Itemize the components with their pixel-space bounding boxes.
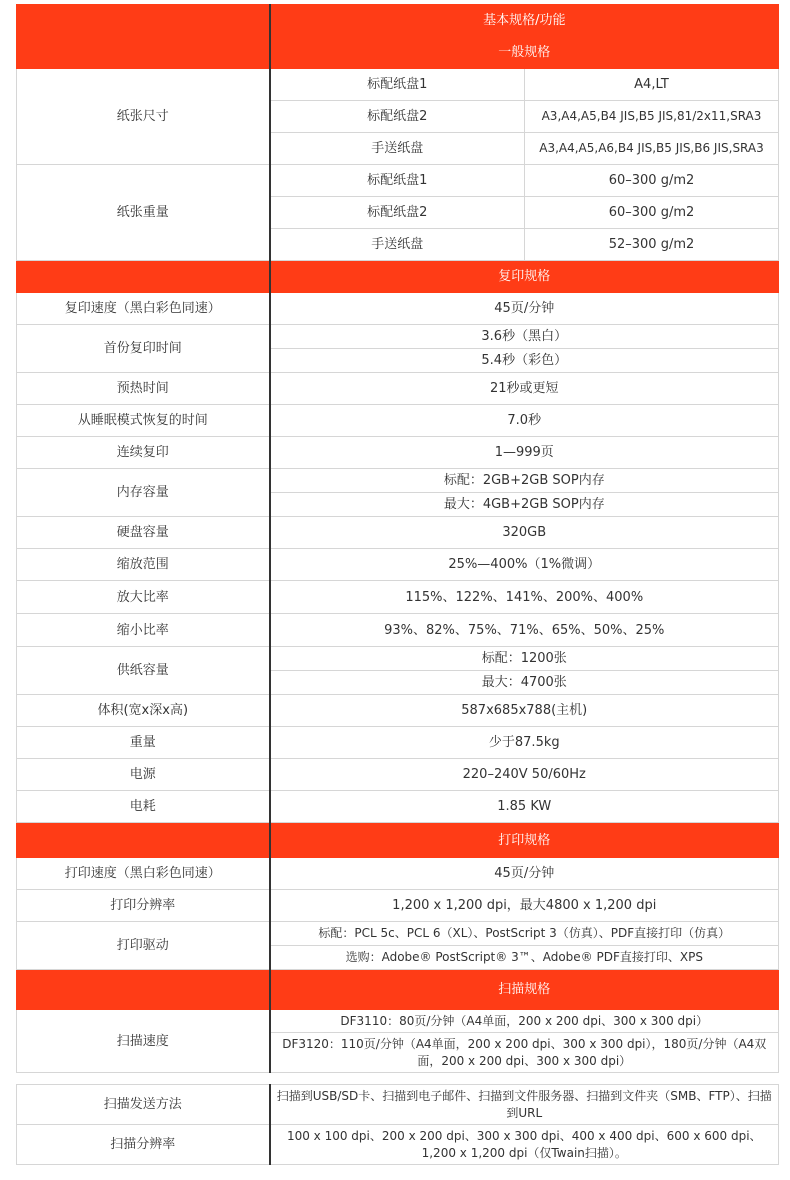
row-label: 首份复印时间 <box>17 325 270 373</box>
row-label: 扫描发送方法 <box>17 1085 270 1125</box>
section-copy <box>17 261 779 293</box>
row-value: 最大：4700张 <box>270 671 779 695</box>
sub-label: 标配纸盘2 <box>270 197 525 229</box>
row-value: 60–300 g/m2 <box>525 165 779 197</box>
row-value: 标配：2GB+2GB SOP内存 <box>270 469 779 493</box>
table-row <box>17 890 779 922</box>
row-label: 从睡眠模式恢复的时间 <box>17 405 270 437</box>
table-row <box>17 165 779 197</box>
table-row <box>17 922 779 946</box>
row-value: A4,LT <box>525 69 779 101</box>
row-value: 1—999页 <box>270 437 779 469</box>
section-title: 复印规格 <box>270 261 779 293</box>
row-value: 115%、122%、141%、200%、400% <box>270 581 779 614</box>
row-value: 选购：Adobe® PostScript® 3™、Adobe® PDF直接打印、XPS <box>270 946 779 970</box>
sub-label: 标配纸盘1 <box>270 165 525 197</box>
section-title: 打印规格 <box>270 823 779 858</box>
row-value: 587x685x788(主机) <box>270 695 779 727</box>
row-value: A3,A4,A5,A6,B4 JIS,B5 JIS,B6 JIS,SRA3 <box>525 133 779 165</box>
row-value: 少于87.5kg <box>270 727 779 759</box>
row-value: 3.6秒（黑白） <box>270 325 779 349</box>
sub-label: 手送纸盘 <box>270 133 525 165</box>
row-label: 打印分辨率 <box>17 890 270 922</box>
row-value: 45页/分钟 <box>270 858 779 890</box>
table-row <box>17 517 779 549</box>
table-row <box>17 1010 779 1033</box>
row-value: 320GB <box>270 517 779 549</box>
row-label: 打印驱动 <box>17 922 270 970</box>
section-title: 一般规格 <box>270 37 779 69</box>
row-label: 预热时间 <box>17 373 270 405</box>
row-label: 电源 <box>17 759 270 791</box>
spec-table-continued <box>16 1084 779 1165</box>
sub-label: 标配纸盘2 <box>270 101 525 133</box>
row-value: 52–300 g/m2 <box>525 229 779 261</box>
row-value: 25%—400%（1%微调） <box>270 549 779 581</box>
table-header: 基本规格/功能 <box>270 5 779 37</box>
spec-table <box>16 4 779 1073</box>
row-value: 5.4秒（彩色） <box>270 349 779 373</box>
table-row <box>17 69 779 101</box>
row-label: 缩放范围 <box>17 549 270 581</box>
row-label: 重量 <box>17 727 270 759</box>
table-row <box>17 727 779 759</box>
row-label: 纸张重量 <box>17 165 270 261</box>
row-value: 最大：4GB+2GB SOP内存 <box>270 493 779 517</box>
table-row <box>17 581 779 614</box>
table-row <box>17 614 779 647</box>
row-label: 电耗 <box>17 791 270 823</box>
row-label: 连续复印 <box>17 437 270 469</box>
table-row <box>17 858 779 890</box>
row-value: DF3120：110页/分钟（A4单面，200 x 200 dpi、300 x 300 dpi），180页/分钟（A4双面，200 x 200 dpi、300 x 300 dpi） <box>270 1033 779 1073</box>
row-label: 打印速度（黑白彩色同速） <box>17 858 270 890</box>
table-row <box>17 647 779 671</box>
row-label: 纸张尺寸 <box>17 69 270 165</box>
table-row <box>17 405 779 437</box>
section-general <box>17 37 779 69</box>
row-label: 扫描速度 <box>17 1010 270 1073</box>
row-label: 复印速度（黑白彩色同速） <box>17 293 270 325</box>
row-value: 100 x 100 dpi、200 x 200 dpi、300 x 300 dpi、400 x 400 dpi、600 x 600 dpi、1,200 x 1,200 dpi（仅Twain扫描）。 <box>270 1125 779 1165</box>
table-row <box>17 469 779 493</box>
row-value: 标配：PCL 5c、PCL 6（XL）、PostScript 3（仿真）、PDF直接打印（仿真） <box>270 922 779 946</box>
row-label: 体积(宽x深x高) <box>17 695 270 727</box>
row-label: 硬盘容量 <box>17 517 270 549</box>
row-label: 扫描分辨率 <box>17 1125 270 1165</box>
row-value: 1.85 KW <box>270 791 779 823</box>
row-value: 标配：1200张 <box>270 647 779 671</box>
section-scan <box>17 970 779 1010</box>
sub-label: 手送纸盘 <box>270 229 525 261</box>
table-row <box>17 759 779 791</box>
header-row <box>17 5 779 37</box>
section-print <box>17 823 779 858</box>
table-row <box>17 695 779 727</box>
row-label: 供纸容量 <box>17 647 270 695</box>
table-row <box>17 1085 779 1125</box>
row-label: 缩小比率 <box>17 614 270 647</box>
table-row <box>17 1125 779 1165</box>
row-value: 93%、82%、75%、71%、65%、50%、25% <box>270 614 779 647</box>
row-value: DF3110：80页/分钟（A4单面，200 x 200 dpi、300 x 300 dpi） <box>270 1010 779 1033</box>
table-row <box>17 549 779 581</box>
row-value: 扫描到USB/SD卡、扫描到电子邮件、扫描到文件服务器、扫描到文件夹（SMB、FTP）、扫描到URL <box>270 1085 779 1125</box>
table-row <box>17 437 779 469</box>
row-value: 220–240V 50/60Hz <box>270 759 779 791</box>
table-row <box>17 325 779 349</box>
section-title: 扫描规格 <box>270 970 779 1010</box>
row-value: 60–300 g/m2 <box>525 197 779 229</box>
row-value: 45页/分钟 <box>270 293 779 325</box>
row-label: 内存容量 <box>17 469 270 517</box>
row-value: A3,A4,A5,B4 JIS,B5 JIS,81/2x11,SRA3 <box>525 101 779 133</box>
table-row <box>17 293 779 325</box>
row-value: 7.0秒 <box>270 405 779 437</box>
row-label: 放大比率 <box>17 581 270 614</box>
row-value: 1,200 x 1,200 dpi，最大4800 x 1,200 dpi <box>270 890 779 922</box>
table-row <box>17 373 779 405</box>
sub-label: 标配纸盘1 <box>270 69 525 101</box>
row-value: 21秒或更短 <box>270 373 779 405</box>
table-row <box>17 791 779 823</box>
